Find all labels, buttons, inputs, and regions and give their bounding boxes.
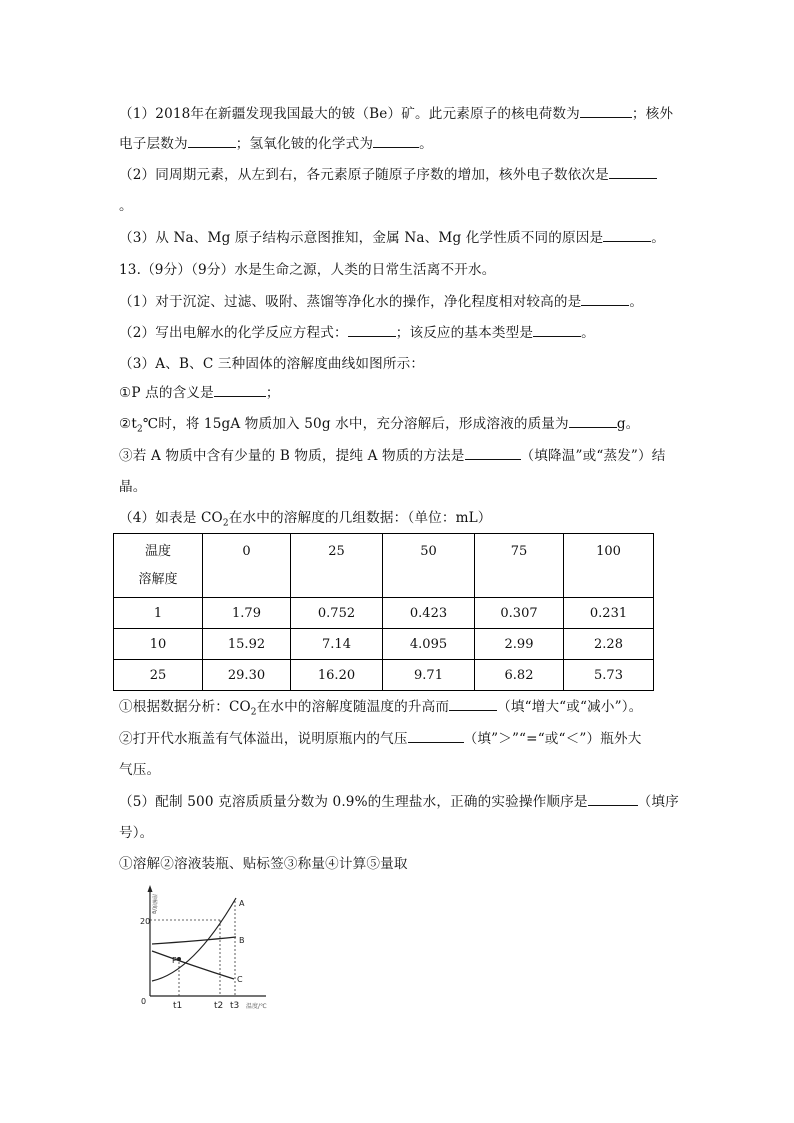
temp-header: 25 [291,534,383,598]
q-line-14: （4）如表是 $CO_2$在水中的溶解度的几组数据：（单位：mL） [119,510,492,529]
q-line-19: 号）。 [119,825,154,841]
point-p [177,957,181,961]
q-line-18: （5）配制 500 克溶质质量分数为 0.9%的生理盐水，正确的实验操作顺序是 （填序 [119,794,679,810]
table-row: 1 1.79 0.752 0.423 0.307 0.231 [114,598,654,629]
q-line-12: ③若 A 物质中含有少量的 B 物质，提纯 A 物质的方法是 （填降温”或“蒸发”）结 [119,448,666,464]
table-row: 10 15.92 7.14 4.095 2.99 2.28 [114,629,654,660]
q-line-8: （2）写出电解水的化学反应方程式： ；该反应的基本类型是 。 [119,325,595,341]
q-line-3: （2）同周期元素，从左到右，各元素原子随原子序数的增加，核外电子数依次是 [119,166,657,184]
q-line-4: 。 [119,198,133,214]
x-axis-label: 温度/℃ [246,1003,267,1010]
curve-b [152,937,236,944]
temp-header: 75 [475,534,564,598]
curve-a [152,898,236,981]
answer-blank[interactable] [348,324,396,337]
x-tick-t1: t1 [173,1001,183,1011]
table-corner-header: 温度 溶解度 [114,534,203,598]
answer-blank[interactable] [214,384,266,397]
curve-c-label: C [237,975,243,984]
answer-blank[interactable] [569,415,617,428]
co2-solubility-table [113,533,654,691]
q-line-7: （1）对于沉淀、过滤、吸附、蒸馏等净化水的操作，净化程度相对较高的是 。 [119,294,644,310]
answer-blank[interactable] [188,135,236,148]
q-line-17: 气压。 [119,762,161,778]
y-axis-label: 溶解度/g [151,894,157,914]
answer-blank[interactable] [603,229,651,242]
q-line-13: 晶。 [119,479,147,495]
answer-blank[interactable] [581,293,629,306]
curve-a-label: A [239,899,245,908]
q-line-11: $②t_2℃$时，将 15gA 物质加入 50g 水中，充分溶解后，形成溶液的质量为 g。 [119,416,640,435]
answer-blank[interactable] [449,698,497,711]
q-line-16: ②打开代水瓶盖有气体溢出，说明原瓶内的气压 （填”＞”“=“或“＜”）瓶外大 [119,731,642,747]
temp-header: 50 [383,534,475,598]
answer-blank[interactable] [408,730,464,743]
q-line-1: （1）2018年在新疆发现我国最大的铍（Be）矿。此元素原子的核电荷数为 ；核外 [119,106,674,122]
origin-label: 0 [141,997,147,1006]
temp-header: 100 [564,534,654,598]
table-row: 25 29.30 16.20 9.71 6.82 5.73 [114,660,654,691]
answer-blank[interactable] [373,135,419,148]
q-line-15: ①根据数据分析：$CO_2$在水中的溶解度随温度的升高而 （填“增大“或“减小”）。 [119,699,643,718]
q-line-9: （3）A、B、C 三种固体的溶解度曲线如图所示： [119,356,425,372]
curve-c [152,951,234,979]
answer-blank[interactable] [588,793,638,806]
x-tick-t2: t2 [214,1001,224,1011]
curve-b-label: B [239,936,245,945]
answer-blank[interactable] [533,324,581,337]
q-line-20: ①溶解②溶液装瓶、贴标签③称量④计算⑤量取 [119,856,408,872]
solubility-curve-figure [138,884,278,1012]
point-p-label: P [172,956,177,965]
table-header-row [114,534,654,598]
answer-blank[interactable] [609,166,657,179]
answer-blank[interactable] [580,105,632,118]
q-line-5: （3）从 Na、Mg 原子结构示意图推知，金属 Na、Mg 化学性质不同的原因是 。 [119,230,665,246]
answer-blank[interactable] [465,447,521,460]
q-line-2: 电子层数为 ；氢氧化铍的化学式为 。 [119,136,433,152]
q-line-10: ①P 点的含义是 ； [119,385,280,401]
x-tick-t3: t3 [230,1001,240,1011]
question-13-title: 13.（9分）（9分）水是生命之源，人类的日常生活离不开水。 [119,262,496,278]
temp-header: 0 [203,534,291,598]
y-tick-label: 20 [140,917,151,926]
